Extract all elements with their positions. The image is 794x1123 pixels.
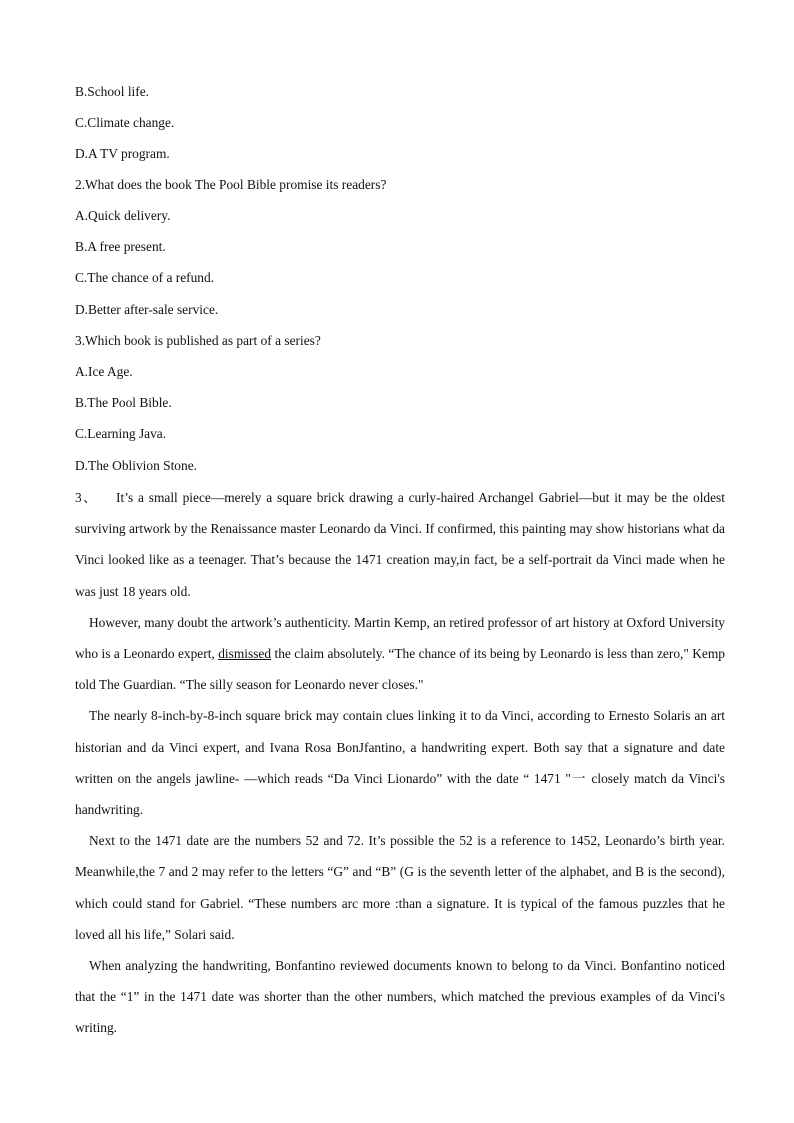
q3-question: 3.Which book is published as part of a series? bbox=[75, 333, 321, 348]
q3-option-c: C.Learning Java. bbox=[75, 426, 167, 441]
q2-option-d: D.Better after-sale service. bbox=[75, 302, 219, 317]
q3-option-a: A.Ice Age. bbox=[75, 364, 133, 379]
q2-option-b: B.A free present. bbox=[75, 239, 166, 254]
q2-option-c: C.The chance of a refund. bbox=[75, 270, 215, 285]
q1-option-c: C.Climate change. bbox=[75, 115, 175, 130]
q3-option-d: D.The Oblivion Stone. bbox=[75, 458, 197, 473]
passage-paragraph-4: Next to the 1471 date are the numbers 52 and 72. It’s possible the 52 is a reference to 1452, Leonardo’s birth year. Meanwhile,the 7 and 2 may refer to the letters “G” and “B” (G is the seventh letter of the alphabet, and B is the second), which could stand for Gabriel. “These numbers arc more :than a signature. It is typical of the famous puzzles that he loved all his life,” Solari said. bbox=[75, 833, 725, 942]
reading-passage bbox=[75, 482, 725, 1044]
q2-question: 2.What does the book The Pool Bible promise its readers? bbox=[75, 177, 387, 192]
q1-option-d: D.A TV program. bbox=[75, 146, 170, 161]
q3-option-b: B.The Pool Bible. bbox=[75, 395, 172, 410]
passage-paragraph-1: 3、 It’s a small piece—merely a square brick drawing a curly-haired Archangel Gabriel—but it may be the oldest surviving artwork by the Renaissance master Leonardo da Vinci. If confirmed, this painting may show historians what da Vinci looked like as a teenager. That’s because the 1471 creation may,in fact, be a self-portrait da Vinci made when he was just 18 years old. bbox=[75, 490, 725, 599]
underlined-word: dismissed bbox=[218, 646, 272, 662]
passage-paragraph-5: When analyzing the handwriting, Bonfantino reviewed documents known to belong to da Vinci. Bonfantino noticed that the “1” in the 1471 date was shorter than the other numbers, which matched the previous examples of da Vinci's writing. bbox=[75, 958, 725, 1036]
passage-paragraph-3: The nearly 8-inch-by-8-inch square brick may contain clues linking it to da Vinci, according to Ernesto Solaris an art historian and da Vinci expert, and Ivana Rosa BonJfantino, a handwriting expert. Both say that a signature and date written on the angels jawline- —which reads “Da Vinci Lionardo” with the date “ 1471 "一 closely match da Vinci's handwriting. bbox=[75, 708, 725, 818]
q2-option-a: A.Quick delivery. bbox=[75, 208, 171, 223]
q1-option-b: B.School life. bbox=[75, 84, 150, 99]
passage-paragraph-2: However, many doubt the artwork’s authenticity. Martin Kemp, an retired professor of art history at Oxford University who is a Leonardo expert, dismissed the claim absolutely. “The chance of its being by Leonardo is less than zero," Kemp told The Guardian. “The silly season for Leonardo never closes." bbox=[75, 614, 725, 693]
passage-number: 3、 bbox=[75, 490, 99, 505]
